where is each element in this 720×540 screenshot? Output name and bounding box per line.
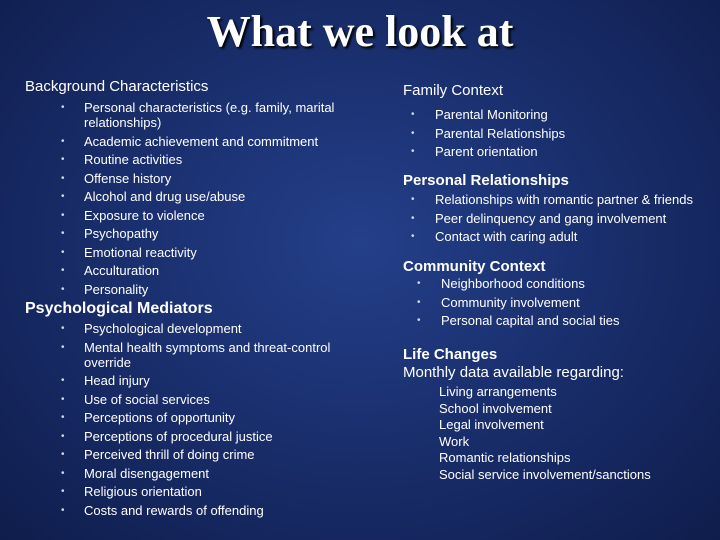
list-item: [439, 384, 718, 399]
bullet-icon: •: [417, 296, 421, 308]
bullet-icon: •: [417, 315, 421, 326]
list-item-text: Legal involvement: [439, 417, 544, 433]
bullet-icon: •: [411, 127, 415, 139]
list-item-text: Social service involvement/sanctions: [439, 466, 651, 482]
list-item-text: Mental health symptoms and threat-control override: [84, 339, 331, 370]
bullet-icon: •: [61, 135, 65, 147]
list-item: [439, 467, 718, 482]
list-item-text: Religious orientation: [84, 484, 202, 499]
list-item-text: Peer delinquency and gang involvement: [435, 210, 667, 226]
list-item-text: Personal characteristics (e.g. family, marital relationships): [84, 100, 335, 130]
bullet-icon: •: [61, 209, 65, 221]
list-item: [439, 401, 718, 416]
list-item-text: Parental Monitoring: [435, 107, 548, 122]
community-heading: Community Context: [403, 258, 546, 275]
bullet-icon: •: [61, 323, 65, 334]
list-item: [61, 189, 370, 204]
community-list: [403, 276, 718, 328]
list-item-text: Neighborhood conditions: [441, 276, 585, 291]
list-item: [61, 244, 370, 260]
mediators-list: [25, 321, 370, 518]
bullet-icon: •: [61, 375, 65, 386]
bullet-icon: •: [61, 504, 65, 516]
list-item: [61, 484, 370, 499]
list-item: [61, 447, 370, 462]
bullet-icon: •: [411, 194, 415, 205]
bullet-icon: •: [411, 231, 415, 242]
list-item: [61, 502, 370, 518]
background-list: [25, 100, 370, 297]
list-item-text: Emotional reactivity: [84, 244, 197, 260]
bullet-icon: •: [61, 191, 65, 202]
list-item-text: Perceptions of opportunity: [84, 410, 236, 425]
list-item-text: Contact with caring adult: [435, 229, 578, 244]
bullet-icon: •: [61, 265, 65, 276]
list-item: [411, 144, 718, 159]
bullet-icon: •: [61, 283, 65, 295]
bullet-icon: •: [61, 486, 65, 497]
list-item: [61, 339, 370, 370]
list-item: [411, 125, 718, 141]
life-heading: Life Changes: [403, 346, 498, 363]
list-item: [61, 207, 370, 223]
list-item-text: Personal capital and social ties: [441, 313, 620, 328]
list-item: [61, 170, 370, 186]
list-item-text: Community involvement: [441, 294, 580, 310]
relationships-heading: Personal Relationships: [403, 172, 569, 189]
slide-title: What we look at: [206, 7, 514, 56]
life-subheading: Monthly data available regarding:: [403, 364, 624, 381]
list-item: [439, 417, 718, 432]
list-item: [61, 226, 370, 241]
bullet-icon: •: [61, 449, 65, 460]
list-item: [61, 465, 370, 481]
list-item: [61, 373, 370, 388]
list-item-text: Exposure to violence: [84, 207, 205, 223]
bullet-icon: •: [411, 146, 415, 157]
list-item-text: Work: [439, 433, 470, 449]
list-item-text: Psychopathy: [84, 226, 159, 241]
bullet-icon: •: [61, 154, 65, 165]
list-item-text: Parent orientation: [435, 144, 538, 159]
list-item: [417, 294, 718, 310]
relationships-list: [403, 192, 718, 244]
list-item: [411, 192, 718, 207]
list-item-text: Moral disengagement: [84, 465, 210, 481]
list-item: [439, 450, 718, 465]
bullet-icon: •: [411, 109, 415, 120]
bullet-icon: •: [61, 393, 65, 405]
bullet-icon: •: [61, 246, 65, 258]
list-item-text: Alcohol and drug use/abuse: [84, 189, 246, 204]
list-item: [61, 263, 370, 278]
list-item: [439, 434, 718, 449]
list-item-text: Routine activities: [84, 152, 183, 167]
bullet-icon: •: [61, 412, 65, 423]
list-item-text: Romantic relationships: [439, 450, 571, 466]
list-item-text: Parental Relationships: [435, 125, 566, 141]
list-item: [61, 281, 370, 297]
list-item: [61, 133, 370, 149]
bullet-icon: •: [61, 102, 65, 113]
bullet-icon: •: [61, 341, 65, 353]
list-item-text: Academic achievement and commitment: [84, 133, 319, 149]
list-item: [61, 428, 370, 444]
family-list: [403, 107, 718, 159]
list-item: [417, 276, 718, 291]
list-item: [61, 100, 370, 130]
list-item-text: Psychological development: [84, 321, 242, 336]
list-item-text: Perceptions of procedural justice: [84, 428, 273, 444]
list-item: [61, 391, 370, 407]
bullet-icon: •: [61, 172, 65, 184]
bullet-icon: •: [61, 430, 65, 442]
list-item-text: Offense history: [84, 170, 172, 186]
right-column: [403, 82, 718, 484]
list-item-text: Use of social services: [84, 391, 210, 407]
list-item: [61, 410, 370, 425]
list-item: [411, 210, 718, 226]
life-list: [403, 384, 718, 482]
list-item: [411, 107, 718, 122]
list-item-text: School involvement: [439, 400, 552, 416]
list-item-text: Personality: [84, 281, 149, 297]
list-item-text: Living arrangements: [439, 384, 557, 399]
list-item: [61, 321, 370, 336]
bullet-icon: •: [417, 278, 421, 289]
mediators-heading: Psychological Mediators: [25, 300, 213, 317]
list-item-text: Head injury: [84, 373, 150, 388]
bullet-icon: •: [61, 228, 65, 239]
list-item: [411, 229, 718, 244]
list-item-text: Costs and rewards of offending: [84, 502, 264, 518]
left-column: [25, 78, 370, 521]
list-item-text: Acculturation: [84, 263, 160, 278]
bullet-icon: •: [61, 467, 65, 479]
list-item-text: Relationships with romantic partner & friends: [435, 192, 693, 207]
family-heading: Family Context: [403, 82, 504, 99]
list-item-text: Perceived thrill of doing crime: [84, 447, 255, 462]
bullet-icon: •: [411, 212, 415, 224]
list-item: [417, 313, 718, 328]
background-heading: Background Characteristics: [25, 78, 209, 95]
list-item: [61, 152, 370, 167]
